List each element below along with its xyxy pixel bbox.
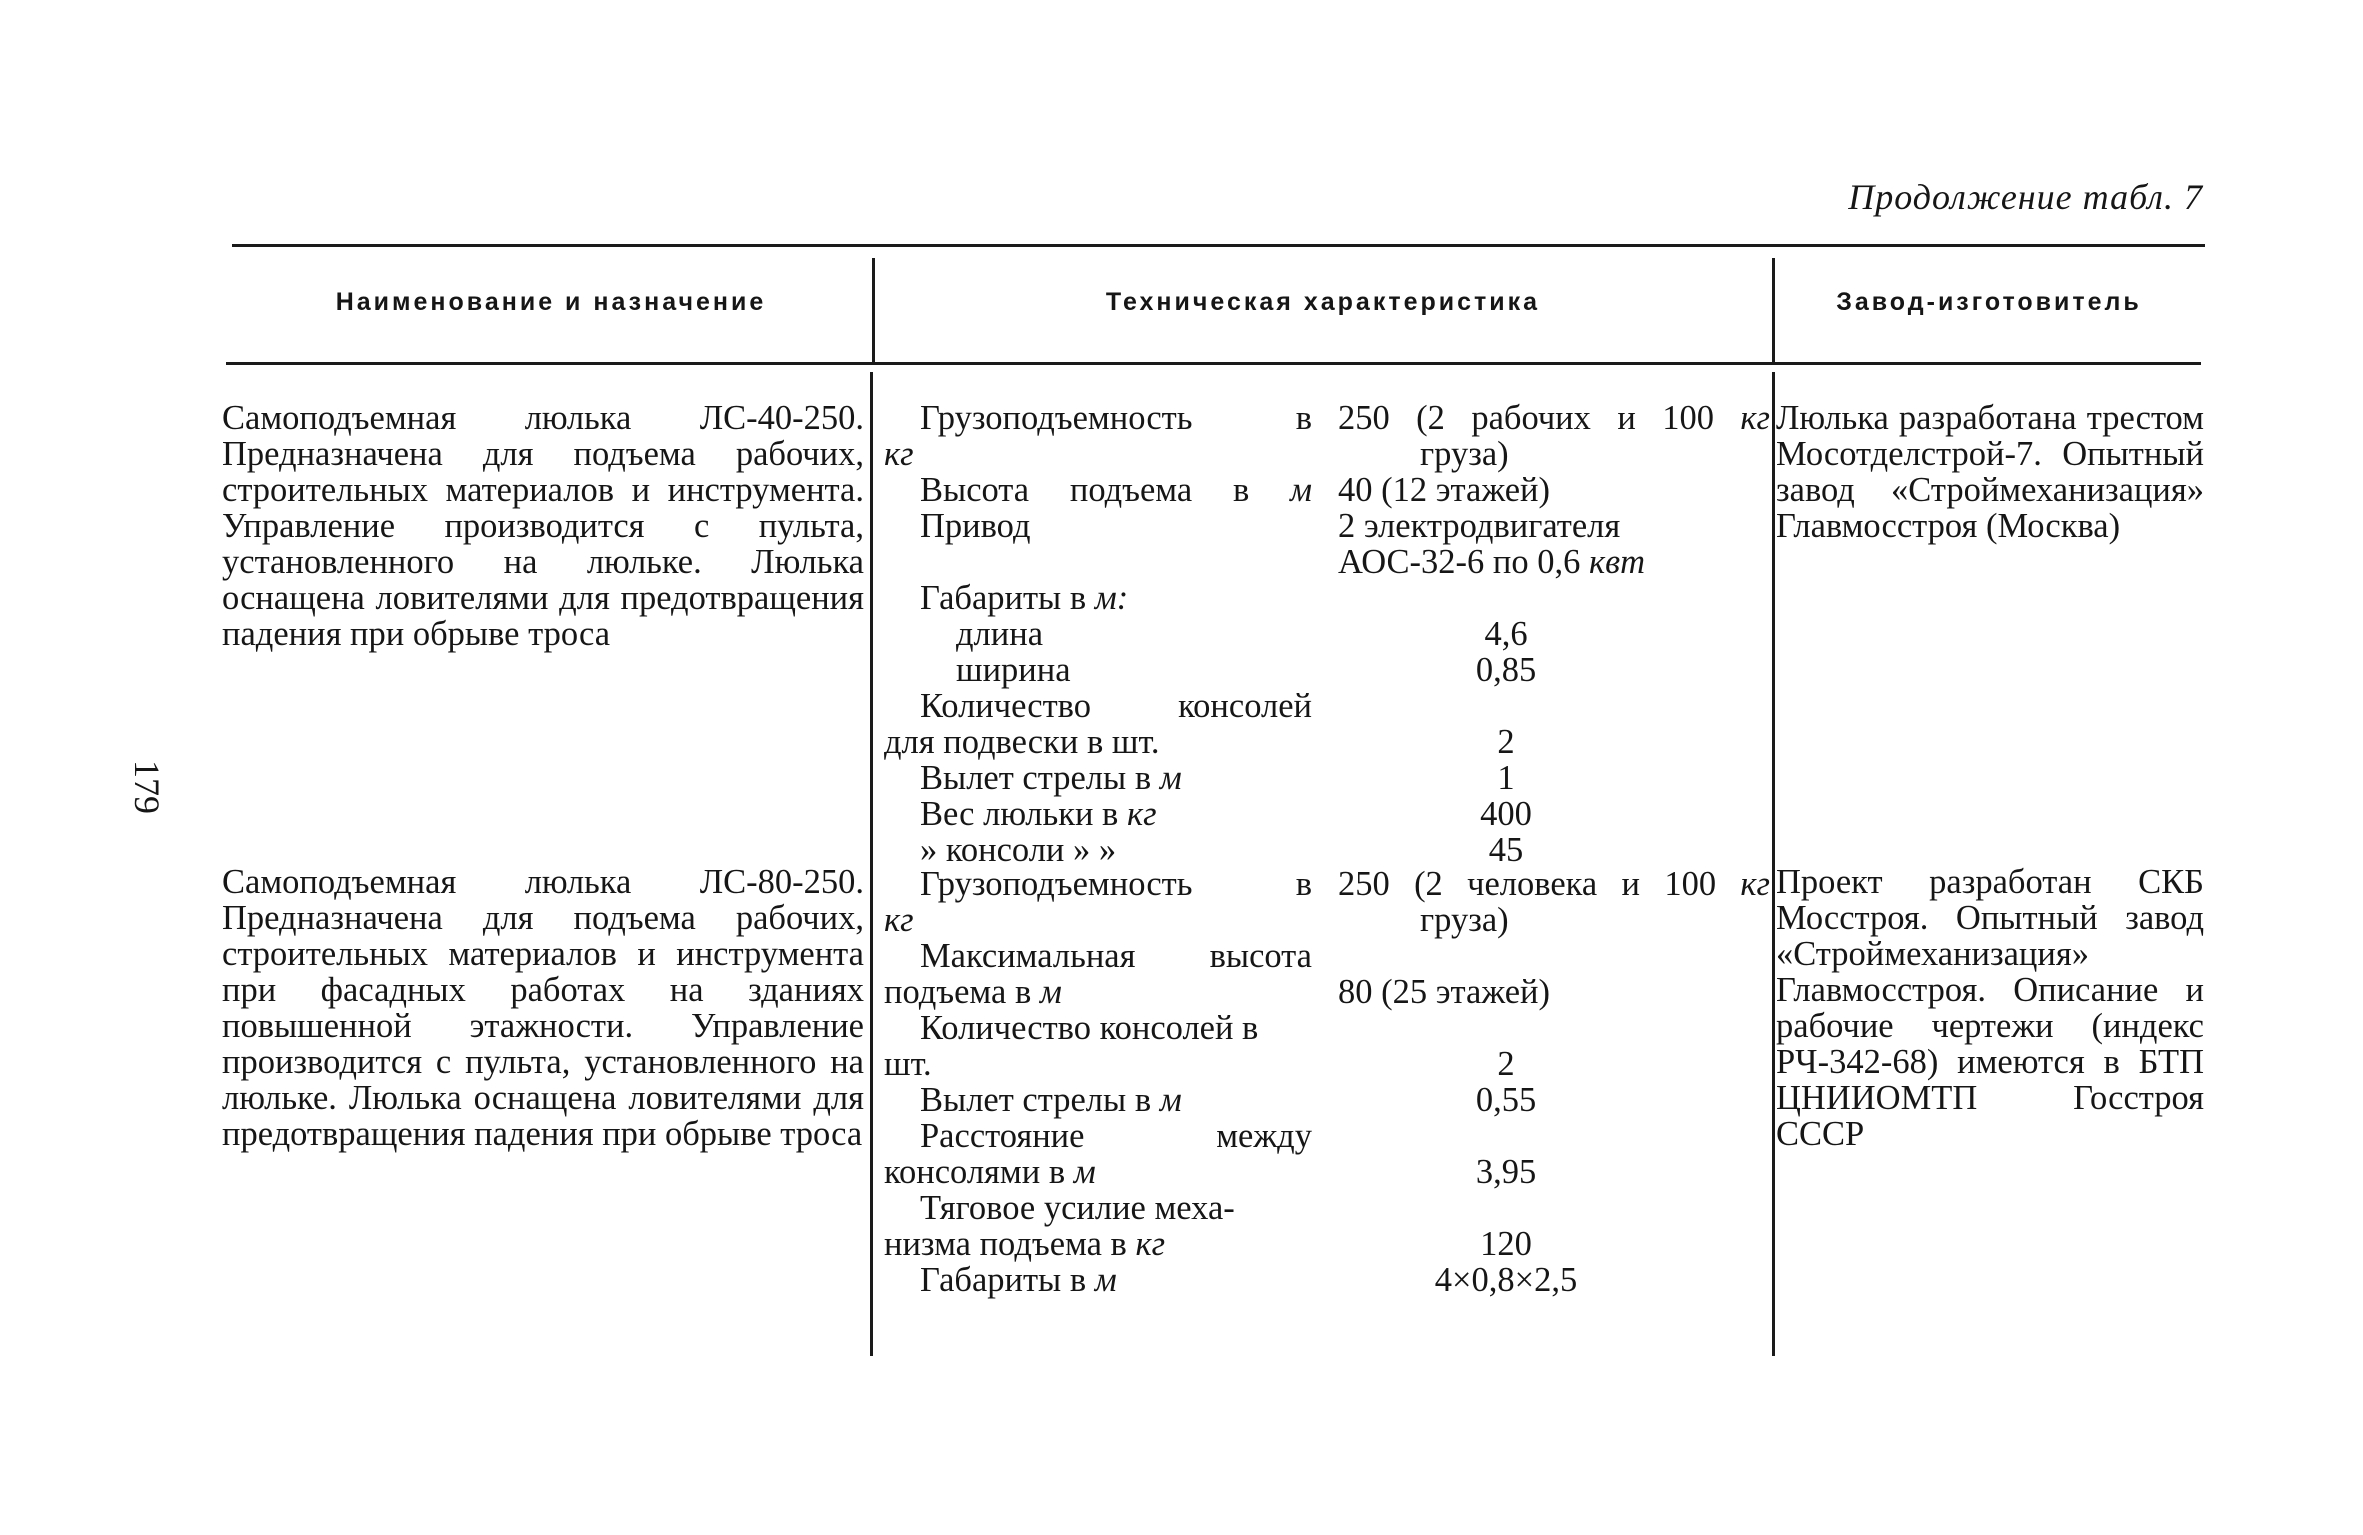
spec-value: 80 (25 этажей)	[1338, 973, 1551, 1011]
spec-value: 1	[1497, 759, 1515, 797]
spec-label: длина	[956, 615, 1044, 653]
spec-label: Высота подъема в м	[920, 471, 1312, 509]
spec-value: 4,6	[1484, 615, 1528, 653]
column-header-name: Наименование и назначение	[335, 288, 767, 316]
column-header-specs: Техническая характеристика	[1105, 288, 1541, 316]
spec-label: для подвески в шт.	[884, 723, 1160, 761]
spec-value: 3,95	[1475, 1153, 1537, 1191]
spec-value: 0,85	[1475, 651, 1537, 689]
spec-label: Вылет стрелы в м	[920, 1081, 1182, 1119]
spec-label: шт.	[884, 1045, 932, 1083]
spec-label: Грузоподъемность в	[920, 399, 1312, 437]
spec-value: 45	[1488, 831, 1524, 869]
spec-unit: кг	[884, 901, 914, 939]
spec-label: Количество консолей	[920, 687, 1312, 725]
spec-label: ширина	[956, 651, 1071, 689]
spec-label: » консоли » »	[920, 831, 1117, 869]
spec-label: консолями в м	[884, 1153, 1096, 1191]
spec-label: Вылет стрелы в м	[920, 759, 1182, 797]
spec-label: Привод	[920, 507, 1031, 545]
spec-label: Вес люльки в кг	[920, 795, 1157, 833]
spec-label: Грузоподъемность в	[920, 865, 1312, 903]
spec-value: 0,55	[1475, 1081, 1537, 1119]
spec-label: Максимальная высота	[920, 937, 1312, 975]
spec-value: АОС-32-6 по 0,6 квт	[1338, 543, 1646, 581]
spec-label: Количество консолей в	[920, 1009, 1259, 1047]
spec-value: 120	[1480, 1225, 1532, 1263]
spec-label: Тяговое усилие меха-	[920, 1189, 1235, 1227]
entry1-description: Самоподъемная люлька ЛС-40-250. Предназначена для подъема рабочих, строительных материалов и инструмента. Управление производится с пульта, установленного на люльке. Люлька оснащена ловителями для предотвращения падения при обрыве троса	[222, 399, 864, 653]
spec-unit: кг	[884, 435, 914, 473]
table-caption: Продолжение табл. 7	[1848, 177, 2203, 217]
spec-value: 2	[1497, 1045, 1515, 1083]
spec-label: Расстояние между	[920, 1117, 1312, 1155]
spec-label: Габариты в м	[920, 1261, 1117, 1299]
spec-value: 40 (12 этажей)	[1338, 471, 1551, 509]
spec-label: Габариты в м:	[920, 579, 1129, 617]
spec-value: 400	[1480, 795, 1532, 833]
entry1-manufacturer: Люлька разработана трестом Мосотделстрой-7. Опытный завод «Строймеханизация» Главмосстроя (Москва)	[1776, 399, 2204, 545]
entry2-manufacturer: Проект разработан СКБ Мосстроя. Опытный завод «Строймеханизация» Главмосстроя. Описание и рабочие чертежи (индекс РЧ-342-68) имеются в БТП ЦНИИОМТП Госстроя СССР	[1776, 863, 2204, 1153]
table-top-rule	[232, 244, 2205, 247]
spec-value: 250 (2 человека и 100 кг	[1338, 865, 1770, 903]
page-number: 179	[127, 760, 167, 814]
spec-value: груза)	[1420, 901, 1509, 939]
spec-value: 4×0,8×2,5	[1434, 1261, 1578, 1299]
spec-value: 2 электродвигателя	[1338, 507, 1621, 545]
spec-value: 2	[1497, 723, 1515, 761]
column-divider	[1772, 372, 1775, 1356]
spec-label: подъема в м	[884, 973, 1062, 1011]
column-divider	[870, 372, 873, 1356]
entry2-description: Самоподъемная люлька ЛС-80-250. Предназначена для подъема рабочих, строительных материалов и инструмента при фасадных работах на зданиях повышенной этажности. Управление производится с пульта, установленного на люльке. Люлька оснащена ловителями для предотвращения падения при обрыве троса	[222, 863, 864, 1153]
column-header-manufacturer: Завод-изготовитель	[1836, 288, 2142, 316]
spec-value: груза)	[1420, 435, 1509, 473]
spec-value: 250 (2 рабочих и 100 кг	[1338, 399, 1770, 437]
spec-label: низма подъема в кг	[884, 1225, 1166, 1263]
table-header-rule	[226, 362, 2201, 365]
